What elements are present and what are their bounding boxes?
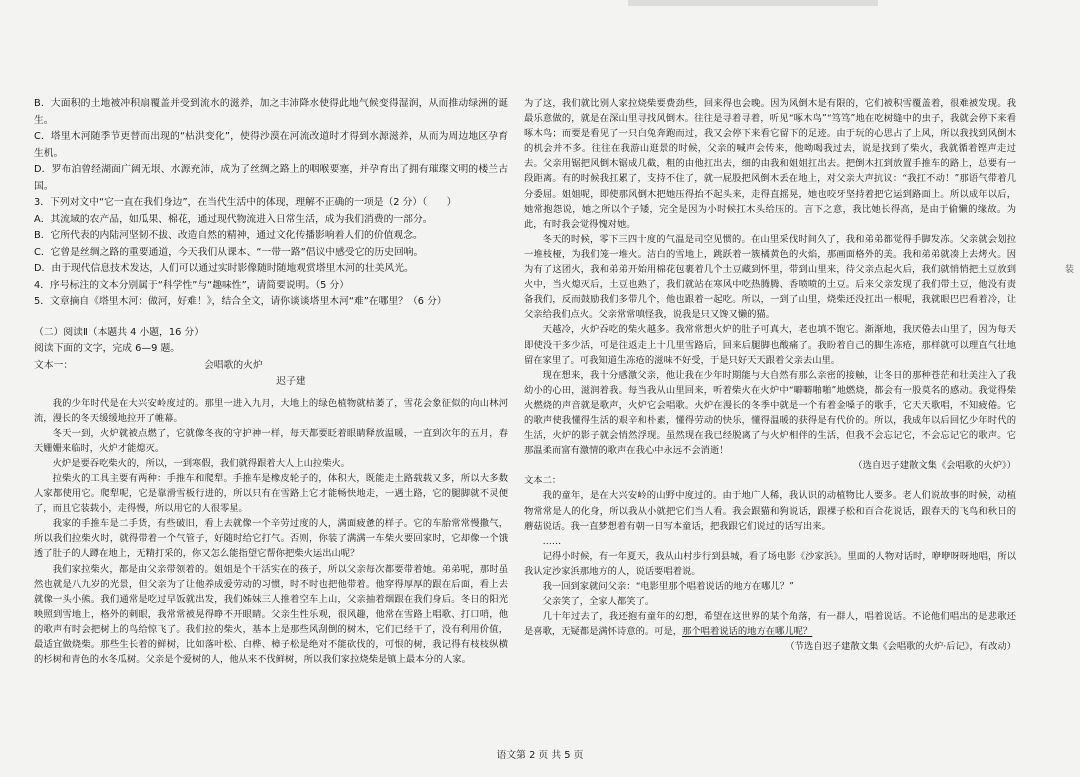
paragraph: 天越冷，火炉吞吃的柴火越多。我常常想火炉的肚子可真大，老也填不饱它。渐渐地，我厌倦去山里了，因为每天即使没干多少活，可是往返走上十几里雪路后，回来后腿脚也酸痛了。我盼着自己的脚生冻疮，那样就可以理直气壮地留在家里了。可我知道生冻疮的滋味不好受，于是只好天天跟着父亲去山里。 [524, 324, 1016, 366]
source-citation: （选自迟子建散文集《会唱歌的火炉》） [853, 460, 1016, 472]
paragraph-text: 几十年过去了，我还抱有童年的幻想，希望在这世界的某个角落，有一群人，唱着说话。不论他们唱出的是悲歌还是喜歌，无疑都是满怀诗意的。可是， [524, 611, 1016, 638]
scan-header-blur [628, 0, 878, 6]
paragraph: 记得小时候，有一年夏天，我从山村步行到县城，看了场电影《沙家浜》。里面的人物对话时，咿咿呀呀地唱，所以我认定沙家浜那地方的人，说话要唱着说。 [524, 550, 1016, 577]
question-4: 4．序号标注的文本分别属于“科学性”与“趣味性”，请简要说明。（5 分） [34, 279, 350, 291]
paragraph: 我的童年，是在大兴安岭的山野中度过的。由于地广人稀，我认识的动植物比人要多。老人们说故事的时候，动植物常常是人的化身，所以我从小就把它们当人看。我会跟猫和狗说话，跟裸子松和百合花说话，跟春天的飞鸟和秋日的蘑菇说话。我一直梦想着有朝一日写本童话，把我跟它们说过的话写出来。 [524, 490, 1016, 532]
question-5: 5．文章摘自《塔里木河：做河，好难！》，结合全文，请你谈谈塔里木河“难”在哪里？（6 分） [34, 296, 447, 307]
q3-option-a: A．其流域的农产品，如瓜果、棉花，通过现代物流进入日常生活，成为我们消费的一部分。 [34, 213, 433, 225]
ellipsis: …… [542, 535, 562, 547]
paragraph: 现在想来，我十分感激父亲，他让我在少年时期能与大自然有那么亲密的接触，让冬日的那种苍茫和壮美注入了我幼小的心田，滋润着我。每当我从山里回来，听着柴火在火炉中“噼噼啪啪”地燃烧，都会有一股莫名的感动。我觉得柴火燃烧的声音就是歌声，火炉它会唱歌。火炉在漫长的冬季中就是一个有着金嗓子的歌手，它天天歌唱，不知疲倦。它的歌声使我懂得生活的艰辛和朴素，懂得劳动的快乐，懂得温暖的获得是有代价的。所以，我成年以后回忆少年时代的生活，火炉的影子就会悄然浮现。虽然现在我已经脱离了与火炉相伴的生活，但我不会忘记它，不会忘记它的歌声。它那温柔而富有激情的歌声在我心中永远不会消逝！ [524, 369, 1016, 457]
paragraph: 为了这，我们就比别人家拉烧柴要费劲些，回来得也会晚。因为风倒木是有限的，它们被积雪覆盖着，很难被发现。我最乐意做的，就是在深山里寻找风倒木。往往是寻着寻着，听见“啄木鸟”“笃笃”地在吃树缝中的虫子，我就会停下来看啄木鸟；而要是看见了一只白兔奔跑而过，我又会停下来看它留下的足迹。由于玩的心思占了上风，所以我找到风倒木的机会并不多。往往在我游山逛景的时候，父亲的喊声会传来，他呦喝我过去，说是找到了柴火，我就循着铿声走过去。父亲用锯把风倒木锯成几截，粗的由他扛出去，细的由我和姐姐扛出去。把倒木扛到放置手推车的路上，总要有一段距离。有的时候我扛累了，支持不住了，就一屁股把风倒木丢在地上，对父亲大声抗议：“我扛不动！”那语气带着几分委屈。姐姐呢，即使那风倒木把她压得抬不起头来，走得直摇晃，她也咬牙坚持着把它运到路面上。所以成年以后，她常抱怨说，她之所以个子矮，完全是因为小时候扛木头给压的。言下之意，我比她长得高，是由于偷懒的缘故。为此，有时我会觉得愧对她。 [524, 98, 1016, 230]
question-3: 3．下列对文中“它一直在我们身边”，在当代生活中的体现，理解不正确的一项是（2 分）（ ） [34, 197, 457, 208]
page-footer: 语文第 2 页 共 5 页 [496, 750, 584, 761]
source-citation: （节选自迟子建散文集《会唱歌的火炉·后记》，有改动） [785, 641, 1016, 653]
paragraph: 父亲笑了，全家人都笑了。 [542, 596, 655, 608]
binding-mark: 装 [1064, 265, 1074, 275]
q3-option-b: B．它所代表的内陆河坚韧不拔、改造自然的精神，通过文化传播影响着人们的价值观念。 [34, 230, 423, 241]
text2-label: 文本二： [524, 475, 562, 487]
text1-label: 文本一： [34, 359, 74, 371]
paragraph: 我的少年时代是在大兴安岭度过的。那里一进入九月，大地上的绿色植物就枯萎了，雪花会象征似的向山林河流，漫长的冬天缓缓地拉开了帷幕。 [34, 397, 508, 424]
paragraph: 我家的手推车是二手货，有些破旧，看上去就像一个辛劳过度的人，满面疲惫的样子。它的车胎常常慢撒气，所以我们拉柴火时，就得带着一个气管子，好随时给它打气。否则，你装了满满一车柴火要回家时，它却像一个饿透了肚子的人蹲在地上，无精打采的，你又怎么能指望它帮你把柴火运出山呢？ [34, 518, 508, 560]
option-c: C．塔里木河随季节更替而出现的“枯洪变化”，使得沙漠在河流改道时才得到水源滋养，从而为周边地区孕育生机。 [34, 131, 508, 159]
text1-header [34, 358, 508, 374]
underlined-sentence: 那个唱着说话的地方在哪儿呢？ [682, 626, 813, 638]
paragraph: 拉柴火的工具主要有两种：手推车和爬犁。手推车是橡皮轮子的，体积大，既能走土路载载又多，所以大多数人家都使用它。爬犁呢，它是靠滑雪板行进的，所以只有在雪路上它才能畅快地走，一遇土路，它的腿脚就不灵便了，而且它装载小，走得慢，所以用它的人很零星。 [34, 472, 508, 515]
q3-option-d: D．由于现代信息技术发达，人们可以通过实时影像随时随地观赏塔里木河的壮美风光。 [34, 263, 414, 274]
q3-option-c: C．它曾是丝绸之路的重要通道，今天我们从课本、“一带一路”倡议中感受它的历史回响。 [34, 246, 424, 258]
instruction: 阅读下面的文字，完成 6—9 题。 [34, 343, 181, 354]
paragraph: 我一回到家就问父亲：“电影里那个唱着说话的地方在哪儿？” [542, 581, 794, 592]
option-d: D．罗布泊曾经湖面广阔无垠、水源充沛，成为了丝绸之路上的咽喉要塞，并孕育出了拥有璀璨文明的楼兰古国。 [34, 164, 508, 192]
paragraph: 火炉是要吞吃柴火的，所以，一到寒假，我们就得跟着大人上山拉柴火。 [52, 457, 351, 469]
text1-title: 会唱歌的火炉 [204, 359, 263, 371]
right-column [524, 96, 1016, 654]
paragraph: 我们家拉柴火，都是由父亲带领着的。姐姐是个干活实在的孩子，所以父亲每次都要带着她。弟弟呢，那时虽然也就是八九岁的光景，但父亲为了让他养成爱劳动的习惯，时不时也把他带着。他穿得厚厚的跟在后面，看上去就像一头小熊。我们通常是吃过早饭就出发，我们姊妹三人推着空车上山，父亲抽着烟跟在我们身后。冬日的阳光映照到雪地上，格外的刺眼，我常常被晃得睁不开眼睛。父亲生性乐观，很风趣，他常在雪路上唱歌、打口哨，他的歌声有时会把树上的鸟给惊飞了。我们拉的柴火，基本上是那些风刮倒的树木，它们已经干了，没有利用价值，最适宜做烧柴。那些生长着的鲜树，比如落叶松、白桦、樟子松是绝对不能砍伐的，可恨的树，我记得有枝枝纵横的杉树和青色的水冬瓜树。父亲是个爱树的人，他从来不伐鲜树，所以我们家拉烧柴是镇上最本分的人家。 [34, 563, 508, 666]
author: 迟子建 [276, 375, 306, 387]
paragraph: 冬天一到，火炉就被点燃了，它就像冬夜的守护神一样，每天都要眨着眼睛释放温暖，一直到次年的五月，春天姗姗来临时，火炉才能熄灭。 [34, 427, 508, 454]
paragraph [524, 609, 1016, 639]
section-heading: （二）阅读Ⅱ（本题共 4 小题，16 分） [34, 326, 205, 338]
option-b: B．大面积的土地被冲积扇覆盖并受到流水的滋养，加之丰沛降水使得此地气候变得湿润，从而推动绿洲的诞生。 [34, 98, 508, 126]
paragraph: 冬天的时候，零下三四十度的气温是司空见惯的。在山里采伐时间久了，我和弟弟都觉得手脚发冻。父亲就会划拉一堆枝桠，为我们笼一堆火。洁白的雪地上，跳跃着一簇橘黄色的火焰，那画面格外的美。我和弟弟就凑上去烤火。因为有了这团火，我和弟弟开始用棉花包裹着几个土豆藏到怀里，带到山里来，待父亲点起火后，我们就悄悄把土豆放到火中，当火熄灭后，土豆也熟了，我们就站在寒风中吃热腾腾、香喷喷的土豆。后来父亲发现了我们带土豆，他没有责备我们，反而鼓励我们多带几个，他也跟着一起吃。所以，一到了山里，烧柴还没扛出一根呢，我就眼巴巴看着冷，让父亲给我们点火。父亲常常嗔怪我，说我是只又馋又懒的猫。 [524, 233, 1016, 321]
left-column [34, 96, 508, 667]
